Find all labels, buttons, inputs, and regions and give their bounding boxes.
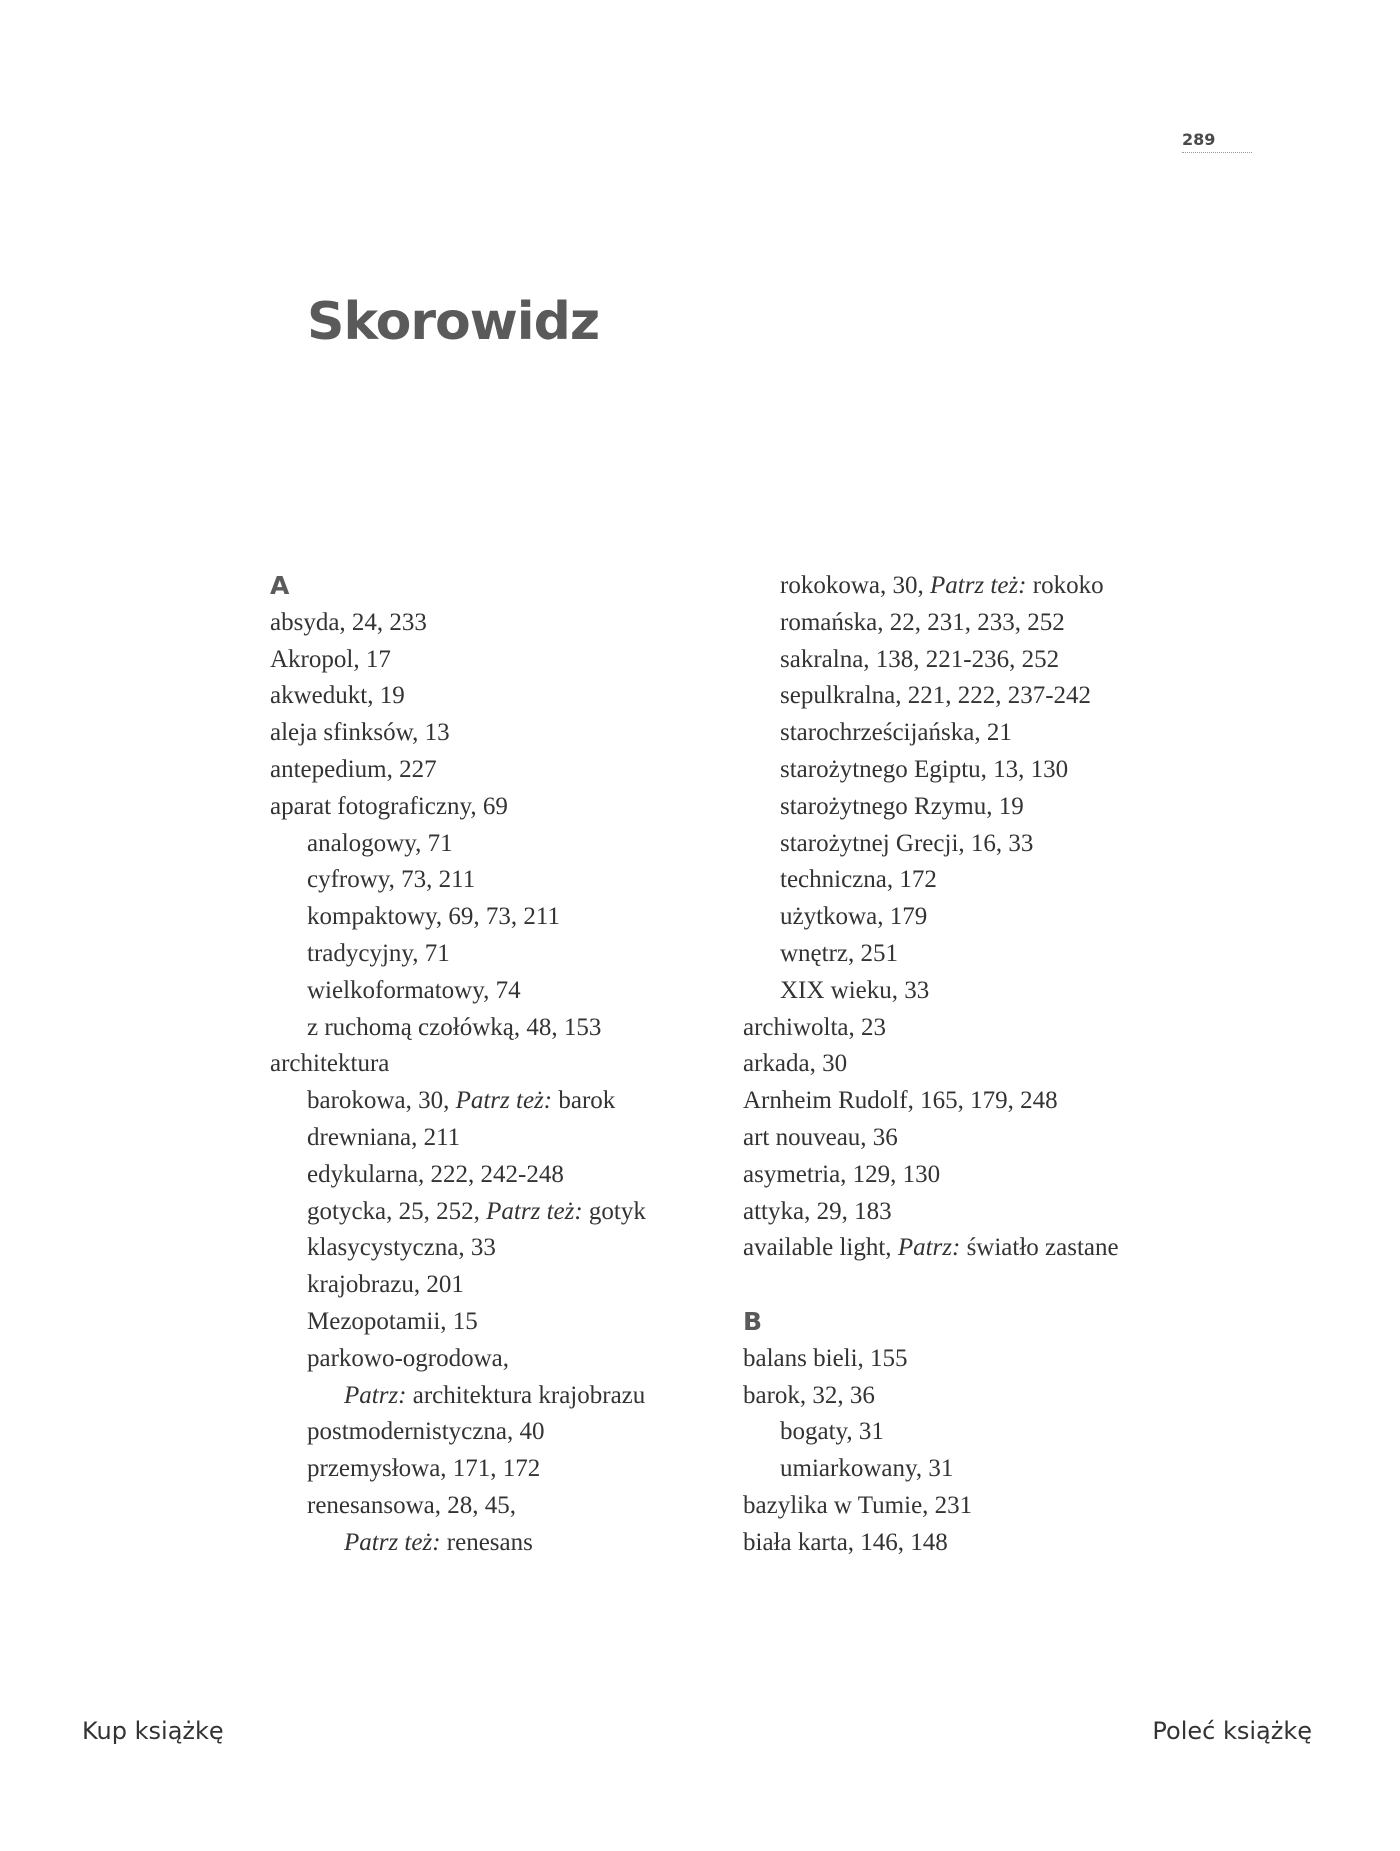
index-entry	[270, 1488, 730, 1525]
index-entry	[270, 862, 730, 899]
index-section-letter: B	[743, 1306, 763, 1336]
index-entry-text: klasycystyczna, 33	[307, 1234, 496, 1262]
see-reference: Patrz:	[344, 1381, 407, 1409]
index-entry-text: wnętrz, 251	[780, 939, 899, 967]
index-entry-text: rokokowa, 30,	[780, 572, 930, 599]
index-entry-text: barokowa, 30,	[307, 1087, 456, 1115]
index-entry-text: XIX wieku, 33	[780, 976, 930, 1004]
index-entry	[270, 1046, 730, 1083]
index-entry-text: Arnheim Rudolf, 165, 179, 248	[743, 1087, 1058, 1115]
index-entry	[270, 1120, 730, 1157]
index-entry-text: renesansowa, 28, 45,	[307, 1491, 516, 1519]
index-entry-text: Mezopotamii, 15	[307, 1307, 478, 1335]
index-entry-text: art nouveau, 36	[743, 1123, 898, 1151]
index-entry-text: przemysłowa, 171, 172	[307, 1455, 541, 1483]
see-reference: Patrz też:	[344, 1528, 441, 1556]
index-entry	[270, 899, 730, 936]
see-reference: Patrz:	[897, 1234, 961, 1262]
see-reference: Patrz też:	[455, 1087, 553, 1115]
index-entry-text: użytkowa, 179	[780, 903, 928, 931]
index-entry	[743, 678, 1263, 715]
index-entry-text: attyka, 29, 183	[743, 1197, 892, 1225]
index-entry	[743, 1378, 1263, 1415]
index-entry-text: starożytnego Rzymu, 19	[780, 792, 1024, 820]
index-entry	[743, 752, 1263, 789]
index-entry	[270, 1010, 730, 1047]
index-entry-text: cyfrowy, 73, 211	[307, 866, 476, 894]
index-entry	[743, 642, 1263, 679]
index-entry-text: barok, 32, 36	[743, 1381, 875, 1409]
index-entry-text: balans bieli, 155	[743, 1344, 908, 1372]
index-entry	[270, 1083, 730, 1120]
index-entry	[270, 1157, 730, 1194]
index-entry-text: asymetria, 129, 130	[743, 1160, 941, 1188]
index-entry-text: analogowy, 71	[307, 829, 453, 857]
index-entry-text: aleja sfinksów, 13	[270, 719, 450, 747]
index-entry-text: arkada, 30	[743, 1050, 848, 1078]
index-column-right	[743, 568, 1263, 1562]
see-reference-target: gotyk	[582, 1197, 646, 1225]
see-reference-target: rokoko	[1026, 572, 1104, 599]
index-entry-text: drewniana, 211	[307, 1123, 461, 1151]
index-entry	[743, 1414, 1263, 1451]
index-entry	[270, 1230, 730, 1267]
index-entry	[270, 715, 730, 752]
index-entry-text: starożytnego Egiptu, 13, 130	[780, 755, 1069, 783]
index-entry	[743, 1194, 1263, 1231]
index-entry	[743, 936, 1263, 973]
index-entry	[270, 752, 730, 789]
index-entry	[743, 568, 1263, 605]
index-entry	[270, 1304, 730, 1341]
index-entry-text: antepedium, 227	[270, 755, 437, 783]
index-entry	[743, 789, 1263, 826]
index-entry	[743, 1488, 1263, 1525]
index-entry	[743, 973, 1263, 1010]
index-entry	[743, 1525, 1263, 1562]
index-entry-text: techniczna, 172	[780, 866, 937, 894]
index-entry-text: aparat fotograficzny, 69	[270, 792, 508, 820]
index-entry	[270, 826, 730, 863]
index-entry-text: biała karta, 146, 148	[743, 1528, 948, 1556]
see-reference: Patrz też:	[486, 1197, 583, 1225]
index-entry-text: akwedukt, 19	[270, 682, 405, 710]
see-reference-target: światło zastane	[960, 1234, 1119, 1262]
see-reference: Patrz też:	[929, 572, 1027, 599]
index-entry-text: sakralna, 138, 221-236, 252	[780, 645, 1060, 673]
index-entry	[270, 1378, 730, 1415]
index-entry	[270, 973, 730, 1010]
index-entry	[743, 826, 1263, 863]
index-entry-text: z ruchomą czołówką, 48, 153	[307, 1013, 602, 1041]
page-number: 289	[1182, 130, 1216, 149]
index-entry	[743, 715, 1263, 752]
see-reference-target: renesans	[440, 1528, 533, 1556]
index-entry-text: sepulkralna, 221, 222, 237-242	[780, 682, 1092, 710]
see-reference-target: barok	[552, 1087, 616, 1115]
index-column-left	[270, 568, 730, 1562]
index-entry-text: available light,	[743, 1234, 898, 1262]
index-entry	[270, 1267, 730, 1304]
index-entry	[270, 789, 730, 826]
index-entry-text: bazylika w Tumie, 231	[743, 1491, 973, 1519]
index-entry-text: krajobrazu, 201	[307, 1271, 464, 1299]
index-entry	[743, 605, 1263, 642]
index-entry-text: Akropol, 17	[270, 645, 391, 673]
index-entry	[270, 678, 730, 715]
index-entry-text: starochrześcijańska, 21	[780, 719, 1012, 747]
index-entry	[743, 1451, 1263, 1488]
index-entry	[743, 1083, 1263, 1120]
index-entry-text: wielkoformatowy, 74	[307, 976, 521, 1004]
index-entry	[743, 1046, 1263, 1083]
see-reference-target: architektura krajobrazu	[406, 1381, 646, 1409]
index-entry-text: architektura	[270, 1050, 390, 1078]
index-entry	[743, 899, 1263, 936]
index-entry-text: gotycka, 25, 252,	[307, 1197, 487, 1225]
buy-book-link[interactable]: Kup książkę	[82, 1717, 224, 1745]
index-entry	[743, 1341, 1263, 1378]
index-entry-text: starożytnej Grecji, 16, 33	[780, 829, 1034, 857]
index-entry	[270, 1451, 730, 1488]
index-entry-text: parkowo-ogrodowa,	[307, 1344, 510, 1372]
index-entry-text: absyda, 24, 233	[270, 608, 427, 636]
index-entry	[270, 1194, 730, 1231]
index-entry	[270, 642, 730, 679]
index-entry	[270, 1341, 730, 1378]
page-title: Skorowidz	[307, 292, 600, 352]
index-entry-text: tradycyjny, 71	[307, 939, 450, 967]
page-number-rule	[1182, 152, 1252, 153]
index-entry-text: umiarkowany, 31	[780, 1455, 954, 1483]
index-entry-text: bogaty, 31	[780, 1418, 884, 1446]
index-entry	[270, 605, 730, 642]
index-entry	[743, 1120, 1263, 1157]
index-entry	[743, 1230, 1263, 1267]
index-entry-text: edykularna, 222, 242-248	[307, 1160, 564, 1188]
index-entry	[743, 862, 1263, 899]
index-entry	[270, 1525, 730, 1562]
index-entry-text: romańska, 22, 231, 233, 252	[780, 608, 1065, 636]
section-gap	[743, 1267, 1263, 1304]
index-entry	[743, 1157, 1263, 1194]
index-entry	[743, 1010, 1263, 1047]
index-entry	[270, 936, 730, 973]
recommend-book-link[interactable]: Poleć książkę	[1152, 1717, 1312, 1745]
index-entry-text: postmodernistyczna, 40	[307, 1418, 545, 1446]
index-entry	[270, 1414, 730, 1451]
index-entry-text: kompaktowy, 69, 73, 211	[307, 903, 560, 931]
index-section-letter: A	[270, 571, 290, 600]
index-entry-text: archiwolta, 23	[743, 1013, 887, 1041]
